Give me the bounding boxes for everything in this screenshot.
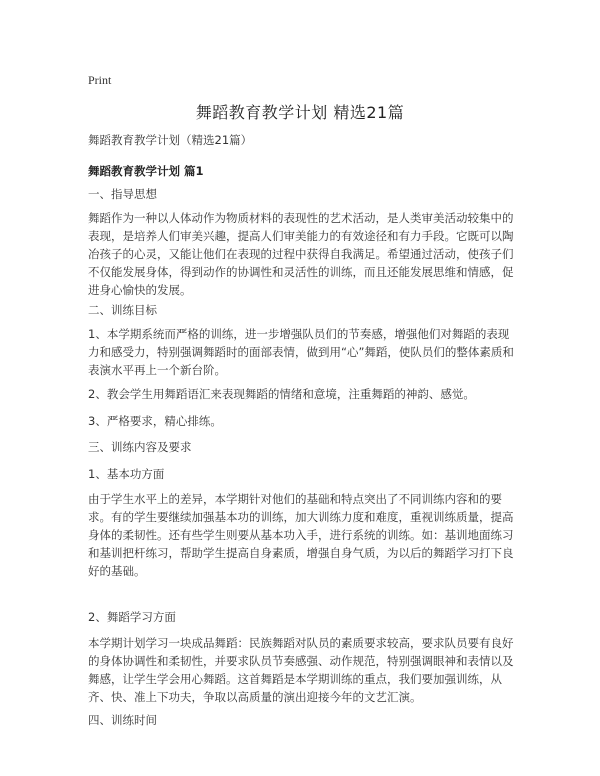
section-title: 舞蹈教育教学计划 篇1	[88, 164, 204, 178]
paragraph-goal-1: 1、本学期系统而严格的训练，进一步增强队员们的节奏感，增强他们对舞蹈的表现力和感受力，特别强调舞蹈时的面部表情，做到用“心”舞蹈，使队员们的整体素质和表演水平再上一个新台阶。	[88, 327, 514, 377]
document-title: 舞蹈教育教学计划 精选21篇	[195, 103, 405, 122]
paragraph-goal-3: 3、严格要求，精心排练。	[88, 414, 222, 428]
heading-training-time: 四、训练时间	[88, 713, 157, 727]
heading-basic-skills: 1、基本功方面	[88, 467, 165, 481]
paragraph-dance-learning: 本学期计划学习一块成品舞蹈：民族舞蹈对队员的素质要求较高，要求队员要有良好的身体协调性和柔韧性，并要求队员节奏感强、动作规范，特别强调眼神和表情以及舞感，让学生学会用心舞蹈。这首舞蹈是本学期训练的重点，我们要加强训练，从齐、快、准上下功夫，争取以高质量的演出迎接今年的文艺汇演。	[88, 636, 514, 704]
heading-training-goals: 二、训练目标	[88, 303, 157, 317]
paragraph-goal-2: 2、教会学生用舞蹈语汇来表现舞蹈的情绪和意境，注重舞蹈的神韵、感觉。	[88, 387, 475, 401]
heading-dance-learning: 2、舞蹈学习方面	[88, 610, 176, 624]
heading-guiding-ideology: 一、指导思想	[88, 187, 157, 201]
paragraph-basic-skills: 由于学生水平上的差异，本学期针对他们的基础和特点突出了不同训练内容和的要求。有的学生要继续加强基本功的训练，加大训练力度和难度，重视训练质量，提高身体的柔韧性。还有些学生则要从基本功入手，进行系统的训练。如：基训地面练习和基训把杆练习，帮助学生提高自身素质，增强自身气质，为以后的舞蹈学习打下良好的基础。	[88, 492, 514, 578]
heading-training-content: 三、训练内容及要求	[88, 440, 192, 454]
print-link[interactable]: Print	[88, 73, 112, 87]
paragraph-guiding-ideology: 舞蹈作为一种以人体动作为物质材料的表现性的艺术活动，是人类审美活动较集中的表现，是培养人们审美兴趣，提高人们审美能力的有效途径和有力手段。它既可以陶冶孩子的心灵，又能让他们在表现的过程中获得自我满足。希望通过活动，使孩子们不仅能发展身体，得到动作的协调性和灵活性的训练，而且还能发展思维和情感，促进身心愉快的发展。	[88, 211, 514, 297]
subtitle: 舞蹈教育教学计划（精选21篇）	[88, 133, 253, 147]
